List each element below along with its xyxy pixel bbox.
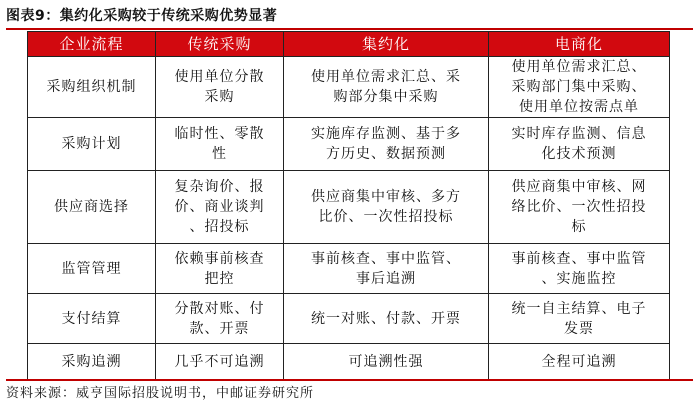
table-cell: 实时库存监测、信息 化技术预测 xyxy=(489,118,670,171)
row-label-cell: 采购计划 xyxy=(28,118,156,171)
table-row xyxy=(28,118,670,171)
table-cell: 几乎不可追溯 xyxy=(156,344,284,380)
table-row xyxy=(28,244,670,294)
row-label-cell: 采购追溯 xyxy=(28,344,156,380)
table-cell: 事前核查、事中监管 、实施监控 xyxy=(489,244,670,294)
row-label-cell: 采购组织机制 xyxy=(28,57,156,118)
table-row xyxy=(28,294,670,344)
table-row xyxy=(28,344,670,380)
table-cell: 供应商集中审核、多方 比价、一次性招投标 xyxy=(284,171,489,244)
table-cell: 使用单位需求汇总、 采购部门集中采购、 使用单位按需点单 xyxy=(489,57,670,118)
figure-title: 图表9：集约化采购较于传统采购优势显著 xyxy=(6,8,278,24)
table-cell: 供应商集中审核、网 络比价、一次性招投 标 xyxy=(489,171,670,244)
header-cell-traditional: 传统采购 xyxy=(156,32,284,57)
table-cell: 依赖事前核查 把控 xyxy=(156,244,284,294)
table-cell: 临时性、零散 性 xyxy=(156,118,284,171)
table-cell: 分散对账、付 款、开票 xyxy=(156,294,284,344)
row-label-cell: 监管管理 xyxy=(28,244,156,294)
table-cell: 复杂询价、报 价、商业谈判 、招投标 xyxy=(156,171,284,244)
row-label-cell: 支付结算 xyxy=(28,294,156,344)
top-rule xyxy=(6,28,693,30)
table-cell: 事前核查、事中监管、 事后追溯 xyxy=(284,244,489,294)
header-cell-process: 企业流程 xyxy=(28,32,156,57)
table-cell: 实施库存监测、基于多 方历史、数据预测 xyxy=(284,118,489,171)
table-cell: 统一自主结算、电子 发票 xyxy=(489,294,670,344)
table-cell: 使用单位分散 采购 xyxy=(156,57,284,118)
comparison-table xyxy=(27,31,670,380)
source-note: 资料来源：威亨国际招股说明书，中邮证券研究所 xyxy=(6,386,315,401)
table-cell: 统一对账、付款、开票 xyxy=(284,294,489,344)
table-cell: 可追溯性强 xyxy=(284,344,489,380)
header-cell-centralized: 集约化 xyxy=(284,32,489,57)
header-cell-ecommerce: 电商化 xyxy=(489,32,670,57)
table-cell: 全程可追溯 xyxy=(489,344,670,380)
table-row xyxy=(28,57,670,118)
row-label-cell: 供应商选择 xyxy=(28,171,156,244)
table-header-row xyxy=(28,32,670,57)
bottom-rule xyxy=(6,379,693,381)
table-row xyxy=(28,171,670,244)
table-cell: 使用单位需求汇总、采 购部分集中采购 xyxy=(284,57,489,118)
